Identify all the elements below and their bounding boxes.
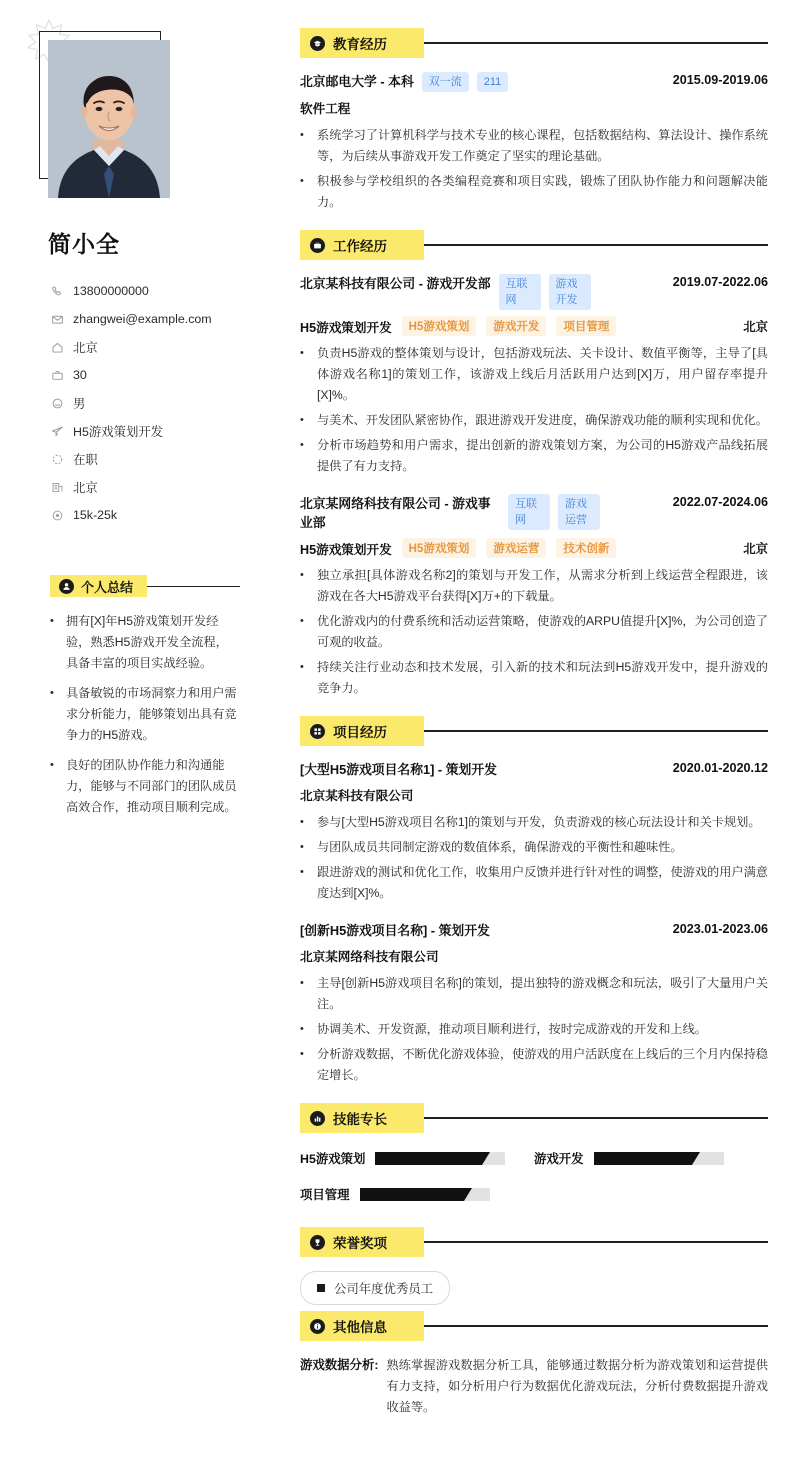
honor-label: 公司年度优秀员工 bbox=[334, 1282, 434, 1296]
contact-value: H5游戏策划开发 bbox=[73, 425, 164, 439]
bullet-text: 优化游戏内的付费系统和活动运营策略，使游戏的ARPU值提升[X]%，为公司创造了可观的收益。 bbox=[317, 614, 768, 649]
bullet-text: 积极参与学校组织的各类编程竞赛和项目实践，锻炼了团队协作能力和问题解决能力。 bbox=[317, 174, 768, 209]
skill-bar-fill bbox=[594, 1152, 693, 1165]
list-item bbox=[300, 343, 768, 406]
main-content bbox=[290, 0, 794, 1478]
square-bullet-icon bbox=[317, 1284, 325, 1292]
skill-list bbox=[300, 1149, 768, 1221]
contact-item-position bbox=[50, 417, 266, 445]
briefcase-round-icon bbox=[310, 238, 325, 253]
list-item bbox=[50, 683, 240, 746]
bullet-dot: • bbox=[300, 977, 304, 989]
bullet-dot: • bbox=[300, 1048, 304, 1060]
skill-bar-track bbox=[594, 1152, 724, 1165]
section-header bbox=[300, 230, 768, 260]
company-name: 北京某科技有限公司 - 游戏开发部 bbox=[300, 276, 491, 291]
briefcase-icon bbox=[50, 368, 64, 382]
skill-bar-fill bbox=[375, 1152, 482, 1165]
entry-header bbox=[300, 494, 768, 532]
education-entry bbox=[300, 72, 768, 213]
section-title: 教育经历 bbox=[333, 37, 387, 52]
section-header bbox=[300, 28, 768, 58]
company-tags bbox=[508, 494, 600, 530]
contact-value: 13800000000 bbox=[73, 284, 149, 298]
list-item bbox=[300, 1044, 768, 1086]
bullet-list bbox=[300, 343, 768, 477]
section-pill bbox=[300, 28, 424, 58]
contact-item-email bbox=[50, 305, 266, 333]
role-title: H5游戏策划开发 bbox=[300, 320, 392, 335]
mail-icon bbox=[50, 312, 64, 326]
school-name: 北京邮电大学 - 本科 bbox=[300, 74, 414, 89]
tag: 互联网 bbox=[499, 274, 541, 310]
list-item bbox=[300, 125, 768, 167]
bullet-dot: • bbox=[50, 687, 54, 699]
project-entry bbox=[300, 921, 768, 1086]
contact-value: 在职 bbox=[73, 453, 98, 467]
section-pill bbox=[300, 1311, 424, 1341]
phone-icon bbox=[50, 284, 64, 298]
bullet-dot: • bbox=[300, 1023, 304, 1035]
bullet-text: 良好的团队协作能力和沟通能力，能够与不同部门的团队成员高效合作，推动项目顺利完成。 bbox=[66, 758, 237, 814]
bullet-dot: • bbox=[300, 569, 304, 581]
tag: 游戏开发 bbox=[549, 274, 591, 310]
section-header bbox=[300, 1227, 768, 1257]
section-rule bbox=[408, 42, 768, 43]
other-text: 熟练掌握游戏数据分析工具，能够通过数据分析为游戏策划和运营提供有力支持，如分析用户行为数据优化游戏玩法，分析付费数据提升游戏收益等。 bbox=[386, 1358, 768, 1414]
bullet-text: 分析游戏数据，不断优化游戏体验，使游戏的用户活跃度在上线后的三个月内保持稳定增长。 bbox=[317, 1047, 768, 1082]
building-icon bbox=[50, 480, 64, 494]
skill-tag: 游戏开发 bbox=[486, 316, 546, 336]
home-icon bbox=[50, 340, 64, 354]
company-name: 北京某网络科技有限公司 - 游戏事业部 bbox=[300, 496, 491, 530]
section-education bbox=[300, 28, 768, 213]
section-title: 荣誉奖项 bbox=[333, 1236, 387, 1251]
bullet-dot: • bbox=[50, 615, 54, 627]
bullet-text: 负责H5游戏的整体策划与设计，包括游戏玩法、关卡设计、数值平衡等，主导了[具体游戏名称1]的策划工作，该游戏上线后月活跃用户达到[X]万，用户留存率提升[X]%。 bbox=[317, 346, 768, 402]
role-title: H5游戏策划开发 bbox=[300, 542, 392, 557]
section-header bbox=[300, 1311, 768, 1341]
list-item bbox=[300, 1019, 768, 1040]
bullet-dot: • bbox=[300, 414, 304, 426]
skill-tag: H5游戏策划 bbox=[402, 538, 477, 558]
info-icon bbox=[310, 1319, 325, 1334]
bullet-dot: • bbox=[50, 759, 54, 771]
avatar bbox=[48, 40, 170, 198]
project-name: [创新H5游戏项目名称] - 策划开发 bbox=[300, 923, 490, 938]
section-honors bbox=[300, 1227, 768, 1305]
bullet-dot: • bbox=[300, 661, 304, 673]
section-rule bbox=[408, 1117, 768, 1118]
skill-tag: 项目管理 bbox=[556, 316, 616, 336]
bullet-dot: • bbox=[300, 175, 304, 187]
bullet-text: 系统学习了计算机科学与技术专业的核心课程，包括数据结构、算法设计、操作系统等，为后续从事游戏开发工作奠定了坚实的理论基础。 bbox=[317, 128, 768, 163]
summary-bullets bbox=[50, 611, 240, 818]
page-title: 简小全 bbox=[48, 231, 120, 257]
section-pill bbox=[300, 230, 424, 260]
section-pill bbox=[300, 716, 424, 746]
bullet-dot: • bbox=[300, 439, 304, 451]
section-header bbox=[300, 716, 768, 746]
section-rule bbox=[408, 244, 768, 245]
section-header bbox=[300, 1103, 768, 1133]
section-pill bbox=[50, 575, 147, 597]
profile-photo-wrap bbox=[48, 40, 170, 200]
role-row bbox=[300, 538, 768, 558]
section-skills bbox=[300, 1103, 768, 1221]
skill-label: 游戏开发 bbox=[534, 1152, 584, 1166]
paper-plane-icon bbox=[50, 424, 64, 438]
tag: 211 bbox=[477, 72, 509, 92]
list-item bbox=[300, 837, 768, 858]
skill-label: H5游戏策划 bbox=[300, 1152, 366, 1166]
bullet-dot: • bbox=[300, 129, 304, 141]
sidebar bbox=[0, 0, 290, 1478]
skill-tag: 游戏运营 bbox=[486, 538, 546, 558]
skill-row bbox=[300, 1149, 534, 1167]
contact-value: 北京 bbox=[73, 341, 98, 355]
honor-chip bbox=[300, 1271, 450, 1305]
project-company: 北京某科技有限公司 bbox=[300, 789, 414, 803]
honor-list bbox=[300, 1271, 768, 1305]
section-header bbox=[50, 575, 240, 597]
list-item bbox=[300, 657, 768, 699]
bullet-text: 参与[大型H5游戏项目名称1]的策划与开发，负责游戏的核心玩法设计和关卡规划。 bbox=[317, 815, 761, 829]
tag: 互联网 bbox=[508, 494, 550, 530]
entry-header bbox=[300, 274, 768, 310]
project-entry bbox=[300, 760, 768, 904]
section-title: 其他信息 bbox=[333, 1320, 387, 1335]
bullet-text: 协调美术、开发资源，推动项目顺利进行，按时完成游戏的开发和上线。 bbox=[317, 1022, 707, 1036]
role-row bbox=[300, 316, 768, 336]
bullet-text: 与团队成员共同制定游戏的数值体系，确保游戏的平衡性和趣味性。 bbox=[317, 840, 683, 854]
contact-item-location bbox=[50, 333, 266, 361]
skill-bar-track bbox=[375, 1152, 505, 1165]
bullet-text: 与美术、开发团队紧密协作，跟进游戏开发进度，确保游戏功能的顺利实现和优化。 bbox=[317, 413, 768, 427]
gender-icon bbox=[50, 396, 64, 410]
bullet-dot: • bbox=[300, 816, 304, 828]
work-entry bbox=[300, 494, 768, 699]
section-rule bbox=[408, 1241, 768, 1242]
section-projects bbox=[300, 716, 768, 1086]
skill-tag: H5游戏策划 bbox=[402, 316, 477, 336]
bullet-list bbox=[300, 812, 768, 904]
grid-icon bbox=[310, 724, 325, 739]
entry-header bbox=[300, 72, 768, 92]
section-title: 个人总结 bbox=[81, 579, 134, 595]
list-item bbox=[300, 565, 768, 607]
project-company: 北京某网络科技有限公司 bbox=[300, 950, 439, 964]
contact-value: 男 bbox=[73, 397, 86, 411]
major: 软件工程 bbox=[300, 102, 351, 116]
trophy-icon bbox=[310, 1235, 325, 1250]
section-other-info bbox=[300, 1311, 768, 1418]
bullet-dot: • bbox=[300, 615, 304, 627]
bullet-text: 具备敏锐的市场洞察力和用户需求分析能力，能够策划出具有竞争力的H5游戏。 bbox=[66, 686, 237, 742]
contact-value: zhangwei@example.com bbox=[73, 312, 212, 326]
contact-value: 北京 bbox=[73, 481, 98, 495]
list-item bbox=[300, 410, 768, 431]
contact-item-phone bbox=[50, 277, 266, 305]
list-item bbox=[300, 435, 768, 477]
skill-bar-fill bbox=[360, 1188, 464, 1201]
bullet-text: 独立承担[具体游戏名称2]的策划与开发工作，从需求分析到上线运营全程跟进，该游戏在各大H5游戏平台获得[X]万+的下载量。 bbox=[317, 568, 768, 603]
tag: 双一流 bbox=[422, 72, 469, 92]
bullet-list bbox=[300, 565, 768, 699]
project-name: [大型H5游戏项目名称1] - 策划开发 bbox=[300, 762, 497, 777]
section-work-experience bbox=[300, 230, 768, 699]
contact-value: 15k-25k bbox=[73, 508, 118, 522]
bar-chart-icon bbox=[310, 1111, 325, 1126]
salary-icon bbox=[50, 508, 64, 522]
bullet-text: 跟进游戏的测试和优化工作，收集用户反馈并进行针对性的调整，使游戏的用户满意度达到[X]%。 bbox=[317, 865, 768, 900]
skill-bar-track bbox=[360, 1188, 490, 1201]
contact-item-gender bbox=[50, 389, 266, 417]
list-item bbox=[300, 611, 768, 653]
bullet-text: 分析市场趋势和用户需求，提出创新的游戏策划方案，为公司的H5游戏产品线拓展提供了有力支持。 bbox=[317, 438, 768, 473]
bullet-text: 拥有[X]年H5游戏策划开发经验，熟悉H5游戏开发全流程，具备丰富的项目实战经验。 bbox=[66, 614, 228, 670]
graduation-cap-icon bbox=[310, 36, 325, 51]
work-entry bbox=[300, 274, 768, 477]
bullet-dot: • bbox=[300, 841, 304, 853]
bullet-list bbox=[300, 125, 768, 213]
contact-list bbox=[50, 277, 266, 529]
list-item bbox=[300, 862, 768, 904]
company-tags bbox=[499, 274, 591, 310]
section-rule bbox=[408, 730, 768, 731]
bullet-dot: • bbox=[300, 866, 304, 878]
city: 北京 bbox=[743, 320, 768, 334]
contact-item-city bbox=[50, 473, 266, 501]
section-rule bbox=[143, 586, 240, 587]
section-pill bbox=[300, 1227, 424, 1257]
skill-row bbox=[300, 1185, 534, 1203]
person-icon bbox=[59, 579, 74, 594]
tag: 游戏运营 bbox=[558, 494, 600, 530]
date-range: 2015.09-2019.06 bbox=[672, 73, 768, 87]
bullet-text: 主导[创新H5游戏项目名称]的策划，提出独特的游戏概念和玩法，吸引了大量用户关注。 bbox=[317, 976, 768, 1011]
date-range: 2023.01-2023.06 bbox=[672, 922, 768, 936]
bullet-text: 持续关注行业动态和技术发展，引入新的技术和玩法到H5游戏开发中，提升游戏的竞争力。 bbox=[317, 660, 768, 695]
date-range: 2022.07-2024.06 bbox=[672, 495, 768, 509]
other-label: 游戏数据分析: bbox=[300, 1358, 379, 1372]
section-title: 项目经历 bbox=[333, 725, 387, 740]
list-item bbox=[300, 812, 768, 833]
skill-row bbox=[534, 1149, 768, 1167]
contact-item-age bbox=[50, 361, 266, 389]
list-item bbox=[300, 171, 768, 213]
contact-value: 30 bbox=[73, 368, 87, 382]
entry-header bbox=[300, 921, 768, 940]
section-pill bbox=[300, 1103, 424, 1133]
section-title: 技能专长 bbox=[333, 1112, 387, 1127]
entry-header bbox=[300, 760, 768, 779]
section-title: 工作经历 bbox=[333, 239, 387, 254]
skill-label: 项目管理 bbox=[300, 1188, 350, 1202]
bullet-list bbox=[300, 973, 768, 1086]
section-personal-summary bbox=[50, 575, 240, 818]
section-rule bbox=[408, 1325, 768, 1326]
skill-tag: 技术创新 bbox=[556, 538, 616, 558]
list-item bbox=[50, 755, 240, 818]
contact-item-salary bbox=[50, 501, 266, 529]
date-range: 2020.01-2020.12 bbox=[672, 761, 768, 775]
city: 北京 bbox=[743, 542, 768, 556]
list-item bbox=[50, 611, 240, 674]
status-icon bbox=[50, 452, 64, 466]
date-range: 2019.07-2022.06 bbox=[672, 275, 768, 289]
list-item bbox=[300, 973, 768, 1015]
contact-item-status bbox=[50, 445, 266, 473]
other-item bbox=[300, 1355, 768, 1418]
bullet-dot: • bbox=[300, 347, 304, 359]
school-tags bbox=[422, 72, 509, 92]
